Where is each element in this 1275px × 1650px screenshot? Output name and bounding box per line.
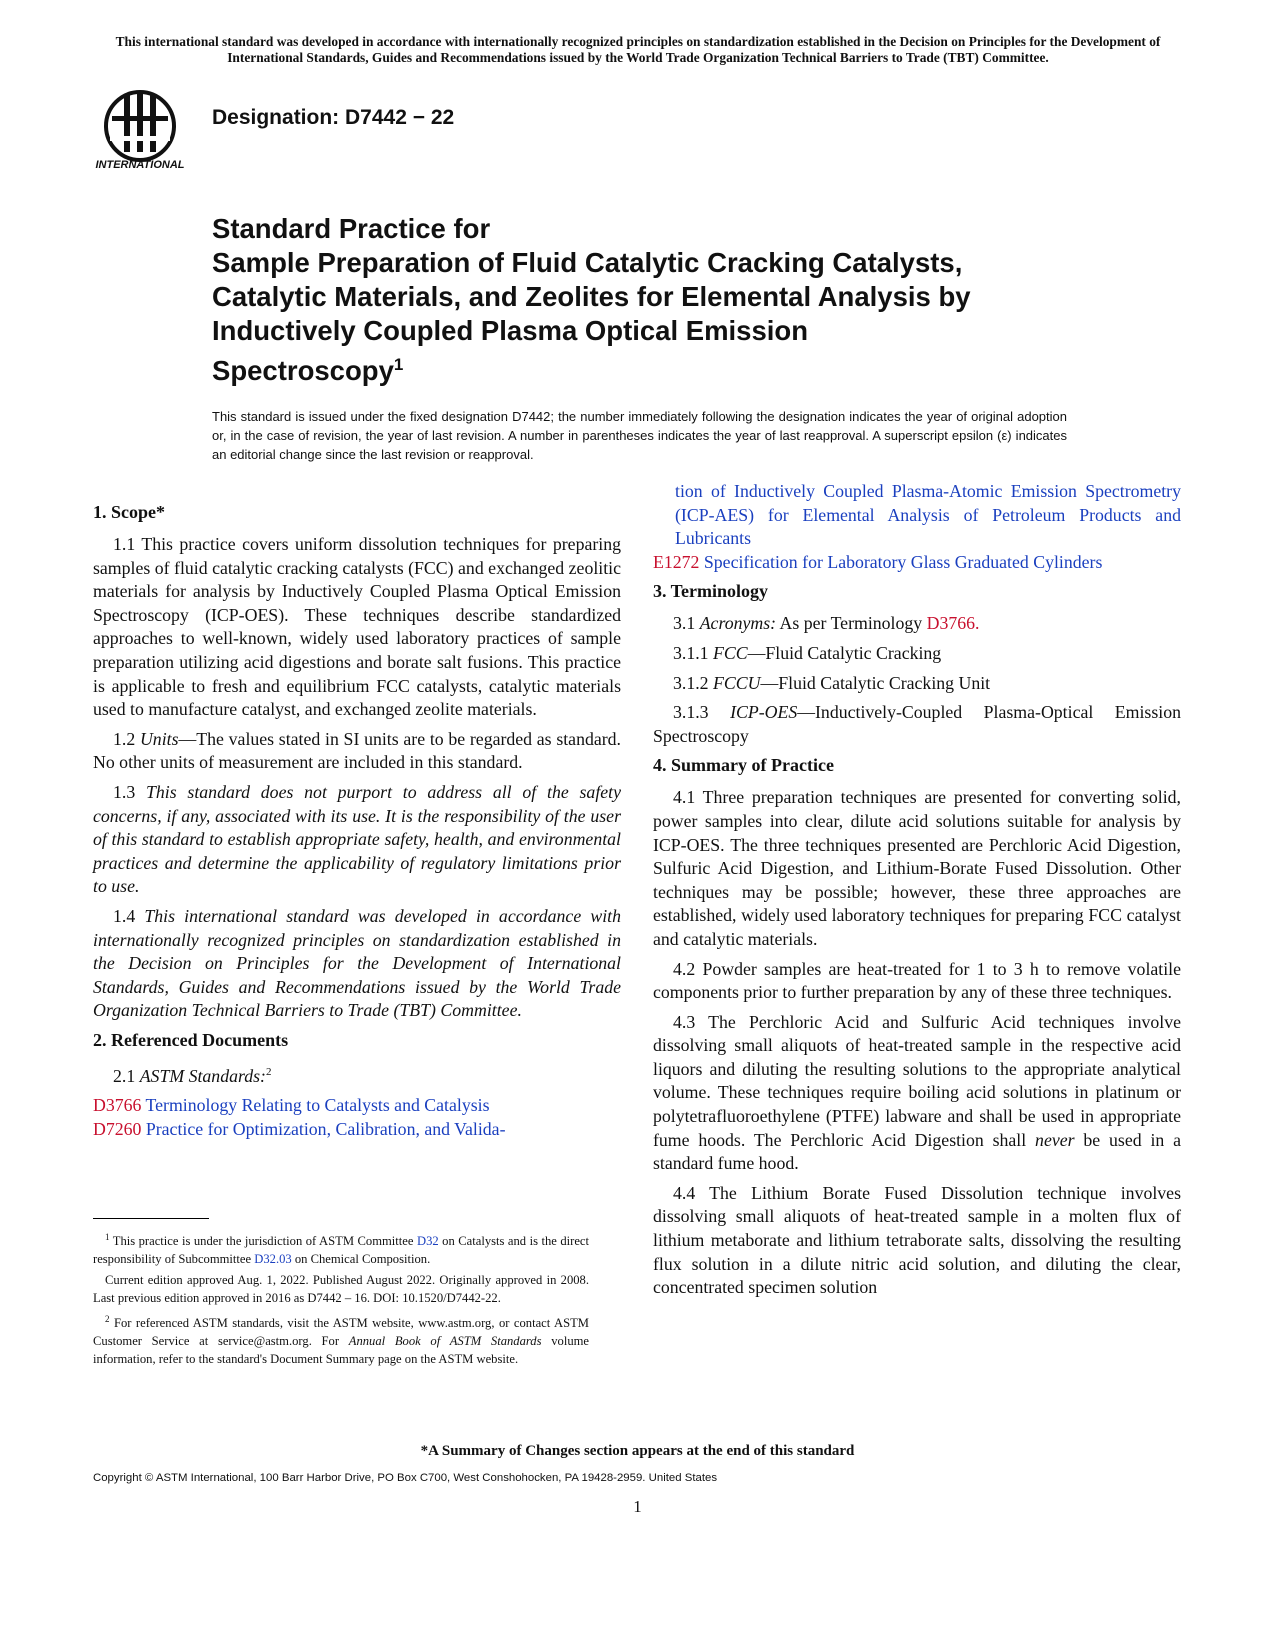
para-4-1: 4.1 Three preparation techniques are presented for converting solid, power samples into clear, dilute acid solutions suitable for analysis by ICP-OES. The three techniques presented are Perchloric Acid Digestion, Sulfuric Acid Digestion, and Lithium-Borate Fused Dissolution. Other techniques may be possible; however, these three approaches are established, widely used laboratory techniques for preparing FCC catalyst and catalytic materials. — [653, 787, 1181, 949]
para-1-4: 1.4 This international standard was developed in accordance with internationally recognized principles on standardization established in the Decision on Principles for the Development of International Standards, Guides and Recommendations issued by the World Trade Organization Technical Barriers to Trade (TBT) Committee. — [93, 905, 621, 1021]
para-1-1: 1.1 This practice covers uniform dissolution techniques for preparing samples of fluid catalytic cracking catalysts (FCC) and exchanged zeolitic materials for analysis by Inductively Coupled Plasma Optical Emission Spectroscopy (ICP-OES). These techniques describe standardized approaches to well-known, widely used laboratory practices of sample preparation utilizing acid digestions and borate salt fusions. This practice is applicable to fresh and equilibrium FCC catalysts, catalytic materials used to manufacture catalyst, and exchanged zeolite materials. — [93, 534, 621, 720]
left-column — [93, 501, 621, 1142]
footnote-1: $^1$ This practice is under the jurisdiction of ASTM Committee D32 on Catalysts and is the direct responsibility of Subcommittee D32.03 on Chemical Composition. — [93, 1232, 590, 1267]
ref-d7260[interactable]: D7260 Practice for Optimization, Calibration, and Valida- — [93, 1118, 506, 1139]
para-4-2: 4.2 Powder samples are heat-treated for 1 to 3 h to remove volatile components prior to further preparation by any of these three techniques. — [653, 958, 1181, 1003]
d32-link[interactable]: D32 — [416, 1234, 439, 1249]
top-note: This international standard was developed in accordance with internationally recognized principles on standardization established in the Decision on Principles for the Development of International Standards, Guides and Recommendations issued by the World Trade Organization Technical Barriers to Trade (TBT) Committee. — [115, 34, 1161, 65]
para-1-3: 1.3 This standard does not purport to address all of the safety concerns, if any, associated with its use. It is the responsibility of the user of this standard to establish appropriate safety, health, and environmental practices and determine the applicability of regulatory limitations prior to use. — [93, 781, 621, 897]
footnote-rule — [93, 1218, 209, 1219]
title-line-2: Sample Preparation of Fluid Catalytic Cracking Catalysts, — [212, 247, 963, 278]
designation: Designation: D7442 − 22 — [212, 106, 455, 129]
summary-of-changes-note: *A Summary of Changes section appears at the end of this standard — [420, 1443, 855, 1459]
copyright: Copyright © ASTM International, 100 Barr Harbor Drive, PO Box C700, West Conshohocken, PA 19428-2959. United States — [93, 1472, 718, 1484]
page-number: 1 — [633, 1497, 642, 1516]
title-line-5: Spectroscopy$^1$ — [212, 355, 404, 387]
para-3-1: 3.1 Acronyms: As per Terminology D3766. — [673, 613, 980, 634]
ref-d3766[interactable] — [93, 1094, 621, 1118]
ref-title: Specification for Laboratory Glass Graduated Cylinders — [703, 551, 1103, 572]
ref-d7260-continued[interactable]: tion of Inductively Coupled Plasma-Atomic Emission Spectrometry (ICP-AES) for Elemental Analysis of Petroleum Products and Lubricants — [675, 481, 1181, 549]
ref-code: D7260 — [93, 1118, 142, 1139]
right-column — [653, 481, 1182, 1306]
title-line-3: Catalytic Materials, and Zeolites for Elemental Analysis by — [212, 281, 971, 312]
footnote-2: $^2$ For referenced ASTM standards, visit the ASTM website, www.astm.org, or contact ASTM Customer Service at service@astm.org. For Annual Book of ASTM Standards volume information, refer to the standard's Document Summary page on the ASTM website. — [93, 1314, 590, 1367]
ref-code: E1272 — [653, 551, 700, 572]
section-4-heading: 4. Summary of Practice — [653, 755, 834, 776]
title-line-4: Inductively Coupled Plasma Optical Emission — [212, 315, 808, 346]
d32-03-link[interactable]: D32.03 — [254, 1252, 292, 1267]
title-footnote-mark: 1 — [393, 355, 404, 374]
document-title — [212, 212, 1092, 388]
ref-e1272[interactable] — [653, 551, 1181, 575]
issued-note: This standard is issued under the fixed designation D7442; the number immediately following the designation indicates the year of original adoption or, in the case of revision, the year of last revision. A number in parentheses indicates the year of last reapproval. A superscript epsilon (ε) indicates an editorial change since the last revision or reapproval. — [212, 409, 1067, 462]
title-line-1: Standard Practice for — [212, 213, 491, 244]
section-2-heading: 2. Referenced Documents — [93, 1029, 289, 1050]
para-3-1-2: 3.1.2 FCCU—Fluid Catalytic Cracking Unit — [673, 672, 991, 693]
para-4-4: 4.4 The Lithium Borate Fused Dissolution technique involves dissolving small aliquots of heat-treated sample in a molten flux of lithium metaborate and lithium tetraborate salts, dissolving the resulting flux solution in a dilute nitric acid solution, and diluting the clear, concentrated specimen solution — [653, 1182, 1181, 1298]
para-4-3: 4.3 The Perchloric Acid and Sulfuric Acid techniques involve dissolving small aliquots of heat-treated sample in the respective acid liquors and diluting the resulting solutions to the appropriate analytical volume. These techniques require boiling acid solutions in platinum or polytetrafluoroethylene (PTFE) labware and shall be used in appropriate fume hoods. The Perchloric Acid Digestion shall never be used in a standard fume hood. — [653, 1011, 1182, 1174]
footnotes — [93, 1228, 589, 1371]
ref-d3766-link[interactable]: D3766. — [926, 613, 980, 634]
para-1-2: 1.2 Units—The values stated in SI units are to be regarded as standard. No other units of measurement are included in this standard. — [93, 728, 622, 773]
section-3-heading: 3. Terminology — [653, 581, 769, 602]
ref-title: Terminology Relating to Catalysts and Catalysis — [145, 1095, 490, 1116]
logo-wordmark: INTERNATIONAL — [95, 159, 185, 171]
footnote-1-edition: Current edition approved Aug. 1, 2022. Published August 2022. Originally approved in 2008. Last previous edition approved in 2016 as D7442 – 16. DOI: 10.1520/D7442-22. — [93, 1273, 589, 1306]
section-1-heading: 1. Scope* — [93, 502, 165, 522]
ref-code: D3766 — [93, 1095, 142, 1116]
para-3-1-3: 3.1.3 ICP-OES—Inductively-Coupled Plasma-Optical Emission Spectroscopy — [653, 702, 1181, 746]
astm-logo — [90, 86, 200, 178]
para-2-1: 2.1 ASTM Standards:$^2$ — [113, 1065, 272, 1086]
para-3-1-1: 3.1.1 FCC—Fluid Catalytic Cracking — [673, 642, 942, 663]
